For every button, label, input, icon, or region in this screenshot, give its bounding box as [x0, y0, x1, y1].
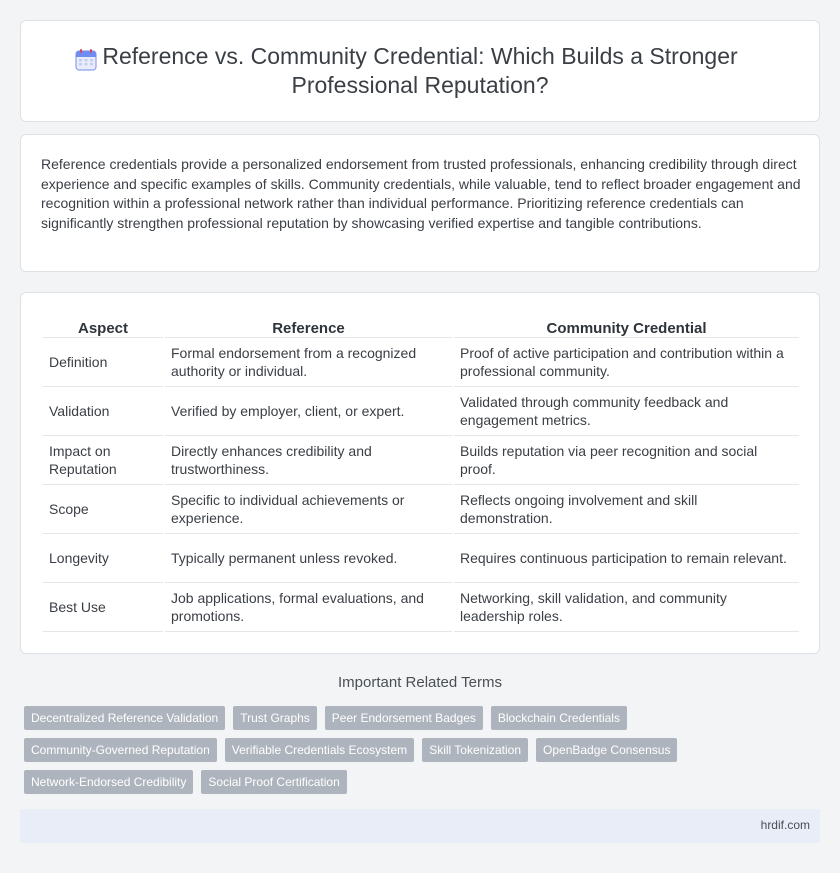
cell-community: Reflects ongoing involvement and skill demonstration.: [453, 484, 799, 533]
footer-site-link[interactable]: hrdif.com: [760, 818, 810, 832]
related-term-tag[interactable]: Blockchain Credentials: [491, 706, 627, 730]
related-term-tag[interactable]: Social Proof Certification: [201, 770, 346, 794]
table-row: [43, 337, 799, 386]
cell-community: Validated through community feedback and engagement metrics.: [453, 386, 799, 435]
intro-paragraph: Reference credentials provide a personalized endorsement from trusted professionals, enhancing credibility through direct experience and specific examples of skills. Community credentials, while valuable, tend to reflect broader engagement and recognition within a professional network rather than individual performance. Prioritizing reference credentials can significantly strengthen professional reputation by showcasing verified expertise and tangible contributions.: [41, 156, 801, 231]
cell-aspect: Definition: [43, 337, 164, 386]
cell-reference: Formal endorsement from a recognized authority or individual.: [164, 337, 453, 386]
cell-community: Proof of active participation and contribution within a professional community.: [453, 337, 799, 386]
intro-card: [20, 134, 820, 272]
related-term-tag[interactable]: Peer Endorsement Badges: [325, 706, 483, 730]
header-reference: Reference: [164, 315, 453, 337]
cell-community: Networking, skill validation, and community leadership roles.: [453, 582, 799, 631]
cell-community: Requires continuous participation to remain relevant.: [453, 533, 799, 582]
header-aspect: Aspect: [43, 315, 164, 337]
related-terms-list: [24, 706, 804, 794]
cell-reference: Typically permanent unless revoked.: [164, 533, 453, 582]
cell-aspect: Best Use: [43, 582, 164, 631]
table-row: [43, 533, 799, 582]
table-row: [43, 435, 799, 484]
cell-aspect: Longevity: [43, 533, 164, 582]
comparison-table-card: [20, 292, 820, 654]
title-card: [20, 20, 820, 122]
page-title: Reference vs. Community Credential: Which Builds a Stronger Professional Reputation?: [102, 43, 738, 98]
related-term-tag[interactable]: Decentralized Reference Validation: [24, 706, 225, 730]
related-term-tag[interactable]: Skill Tokenization: [422, 738, 528, 762]
footer: [20, 809, 820, 843]
table-row: [43, 386, 799, 435]
related-term-tag[interactable]: Trust Graphs: [233, 706, 317, 730]
related-term-tag[interactable]: Verifiable Credentials Ecosystem: [225, 738, 414, 762]
cell-reference: Verified by employer, client, or expert.: [164, 386, 453, 435]
related-term-tag[interactable]: Community-Governed Reputation: [24, 738, 217, 762]
table-row: [43, 582, 799, 631]
table-header-row: [43, 315, 799, 337]
header-community-credential: Community Credential: [453, 315, 799, 337]
cell-reference: Directly enhances credibility and trustworthiness.: [164, 435, 453, 484]
cell-reference: Job applications, formal evaluations, and promotions.: [164, 582, 453, 631]
related-terms-title: Important Related Terms: [338, 674, 502, 691]
cell-reference: Specific to individual achievements or experience.: [164, 484, 453, 533]
cell-aspect: Impact on Reputation: [43, 435, 164, 484]
related-term-tag[interactable]: Network-Endorsed Credibility: [24, 770, 193, 794]
cell-aspect: Scope: [43, 484, 164, 533]
cell-aspect: Validation: [43, 386, 164, 435]
comparison-table: [43, 315, 799, 632]
cell-community: Builds reputation via peer recognition and social proof.: [453, 435, 799, 484]
table-row: [43, 484, 799, 533]
related-term-tag[interactable]: OpenBadge Consensus: [536, 738, 677, 762]
